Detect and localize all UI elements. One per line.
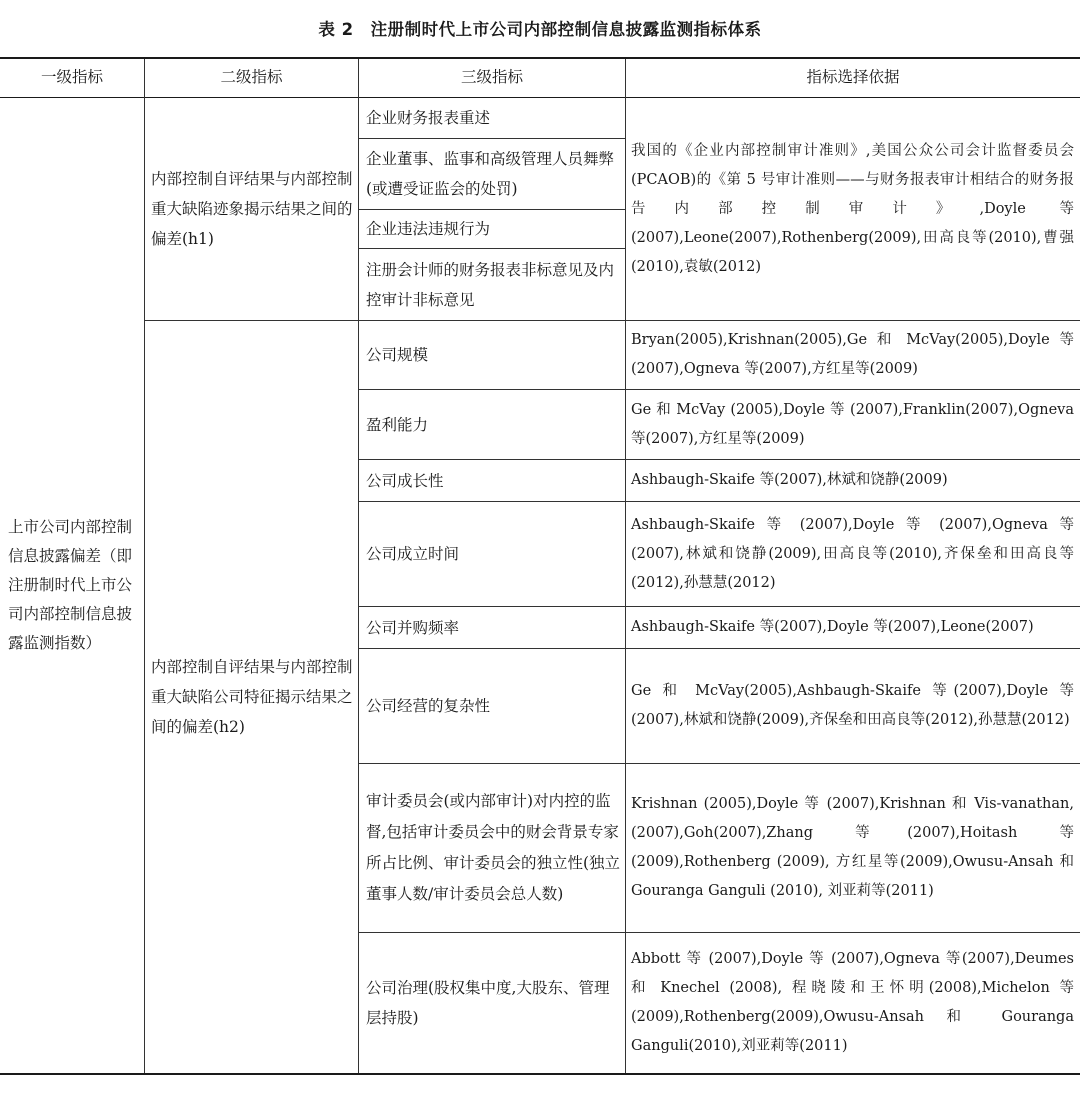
level2-h2-text: 内部控制自评结果与内部控制重大缺陷公司特征揭示结果之间的偏差(h2) (151, 658, 353, 736)
header-level2: 二级指标 (220, 68, 283, 86)
h2-level3-5: 公司并购频率 (366, 618, 460, 637)
col-divider-1 (144, 59, 145, 1073)
bottom-rule (0, 1073, 1080, 1075)
h1-level3-4: 注册会计师的财务报表非标意见及内控审计非标意见 (366, 260, 615, 309)
h2-level3-8: 公司治理(股权集中度,大股东、管理层持股) (366, 979, 610, 1027)
header-level1: 一级指标 (40, 68, 103, 86)
level1-text: 上市公司内部控制信息披露偏差（即注册制时代上市公司内部控制信息披露监测指数） (8, 518, 133, 652)
h2-basis-1: Bryan(2005),Krishnan(2005),Ge 和 McVay(2005),Doyle 等(2007),Ogneva 等(2007),方红星等(2009) (631, 332, 1074, 377)
h2-basis-8: Abbott 等 (2007),Doyle 等 (2007),Ogneva 等(2007),Deumes 和 Knechel (2008), 程晓陵和王怀明(2008),Michelon 等 (2009),Rothenberg(2009),Owusu-Ansah 和 Gouranga Ganguli(2010),刘亚莉等(2011) (631, 951, 1074, 1054)
h2-basis-2: Ge 和 McVay (2005),Doyle 等 (2007),Franklin(2007),Ogneva 等(2007),方红星等(2009) (631, 401, 1074, 447)
h2-level3-7: 审计委员会(或内部审计)对内控的监督,包括审计委员会中的财会背景专家所占比例、审计委员会的独立性(独立董事人数/审计委员会总人数) (366, 792, 621, 903)
col-divider-3 (625, 59, 626, 1073)
level2-h1-text: 内部控制自评结果与内部控制重大缺陷迹象揭示结果之间的偏差(h1) (151, 170, 353, 248)
level2-h2-cell (151, 321, 354, 1073)
h2-level3-2: 盈利能力 (366, 415, 429, 434)
h1-level3-2: 企业董事、监事和高级管理人员舞弊(或遭受证监会的处罚) (366, 150, 615, 198)
h1-basis: 我国的《企业内部控制审计准则》,美国公众公司会计监督委员会(PCAOB)的《第 5 号审计准则——与财务报表审计相结合的财务报告内部控制审计》,Doyle 等(2007),Leone(2007),Rothenberg(2009),田高良等(2010),曹强(2010),袁敏(2012) (631, 142, 1074, 275)
level2-h1-cell (151, 98, 354, 320)
col-divider-2 (358, 59, 359, 1073)
header-level3: 三级指标 (460, 68, 523, 86)
h2-basis-3: Ashbaugh-Skaife 等(2007),林斌和饶静(2009) (631, 472, 948, 488)
h1-level3-1: 企业财务报表重述 (366, 109, 491, 127)
h2-level3-3: 公司成长性 (366, 471, 444, 490)
h2-basis-7: Krishnan (2005),Doyle 等 (2007),Krishnan 和 Vis-vanathan,(2007),Goh(2007),Zhang 等(2007),Hoitash 等(2009),Rothenberg (2009), 方红星等(2009),Owusu-Ansah 和 Gouranga Ganguli (2010), 刘亚莉等(2011) (631, 796, 1074, 899)
level1-cell (8, 98, 142, 1073)
h2-level3-6: 公司经营的复杂性 (366, 697, 491, 715)
h2-basis-4: Ashbaugh-Skaife 等 (2007),Doyle 等 (2007),Ogneva 等(2007),林斌和饶静(2009),田高良等(2010),齐保垒和田高良等(2012),孙慧慧(2012) (631, 516, 1074, 591)
h1-level3-3: 企业违法违规行为 (366, 220, 491, 238)
h2-basis-6: Ge 和 McVay(2005),Ashbaugh-Skaife 等(2007),Doyle 等(2007),林斌和饶静(2009),齐保垒和田高良等(2012),孙慧慧(2012) (631, 683, 1074, 728)
header-basis: 指标选择依据 (806, 68, 900, 86)
table-title: 表 2 注册制时代上市公司内部控制信息披露监测指标体系 (318, 20, 762, 39)
h2-level3-1: 公司规模 (366, 346, 429, 364)
h2-level3-4: 公司成立时间 (366, 545, 460, 563)
h2-basis-5: Ashbaugh-Skaife 等(2007),Doyle 等(2007),Leone(2007) (631, 619, 1034, 635)
